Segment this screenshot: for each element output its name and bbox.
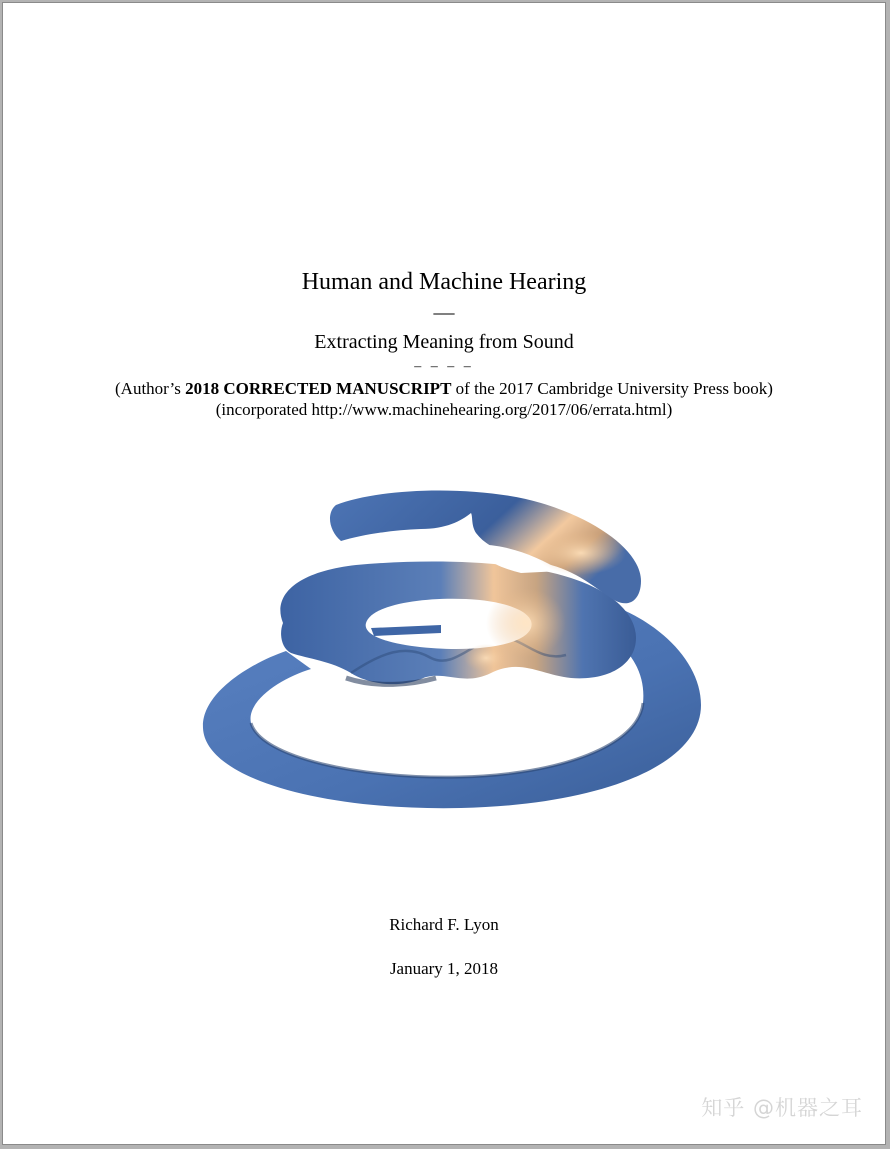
manuscript-cover-page [2, 2, 886, 1145]
book-title: Human and Machine Hearing [301, 269, 587, 295]
edition-suffix: of the 2017 Cambridge University Press book) [451, 379, 773, 398]
subtitle-rule: – – – – [414, 359, 474, 374]
author-name: Richard F. Lyon [389, 915, 499, 934]
spiral-cochlea-surface-illustration [191, 473, 711, 823]
surface-highlight-lower [464, 644, 508, 672]
edition-emphasis: 2018 CORRECTED MANUSCRIPT [185, 379, 452, 398]
surface-highlight-upper [536, 531, 626, 575]
watermark: 知乎 @机器之耳 [701, 1096, 863, 1120]
publication-date: January 1, 2018 [389, 959, 499, 978]
errata-note: (incorporated http://www.machinehearing.org/2017/06/errata.html) [215, 400, 673, 419]
book-subtitle: Extracting Meaning from Sound [314, 331, 574, 353]
edition-note [3, 379, 885, 399]
title-rule: — [433, 300, 455, 324]
edition-prefix: (Author’s [115, 379, 186, 398]
